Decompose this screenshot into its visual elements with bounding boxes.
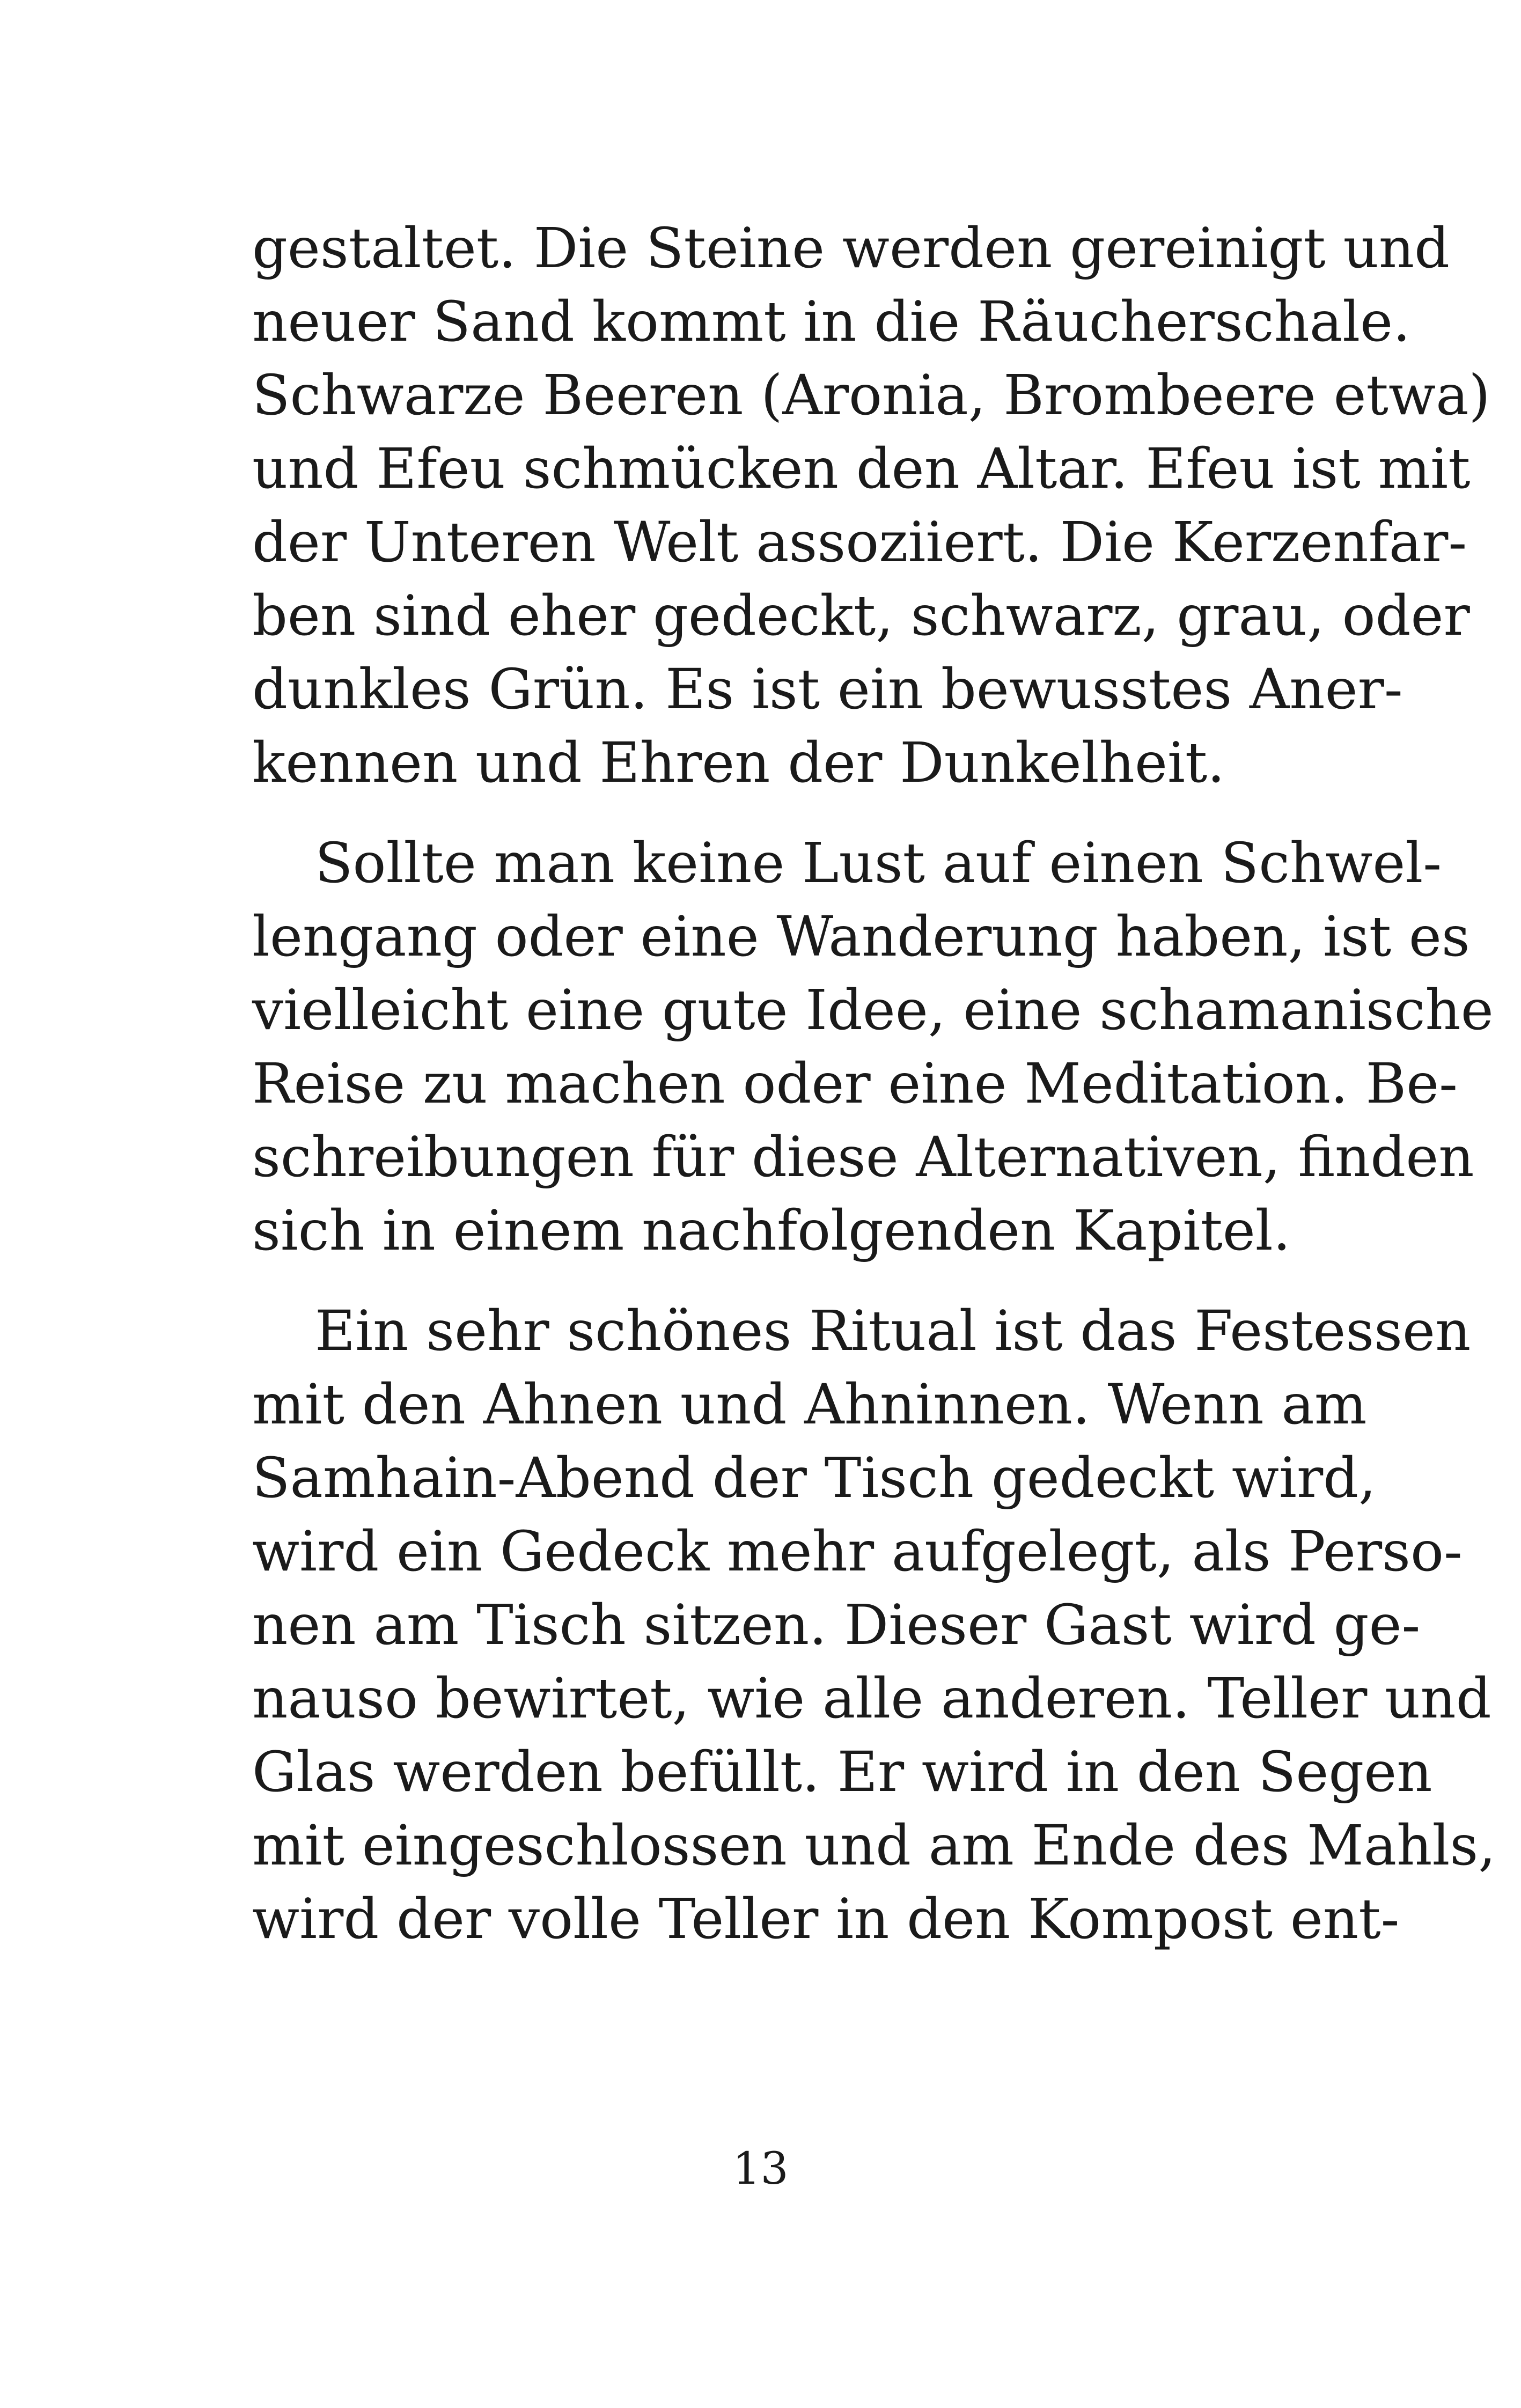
text-line: Ein sehr schönes Ritual ist das Festessen [315,1299,1471,1363]
paragraph-1 [252,212,1490,800]
text-line: nauso bewirtet, wie alle anderen. Teller und [252,1666,1491,1731]
text-line: Glas werden befüllt. Er wird in den Segen [252,1740,1432,1804]
body-text [252,212,1496,1983]
text-line: mit den Ahnen und Ahninnen. Wenn am [252,1372,1367,1437]
text-line: Schwarze Beeren (Aronia, Brombeere etwa) [252,363,1490,428]
text-line: wird ein Gedeck mehr aufgelegt, als Perso- [252,1519,1463,1584]
text-line: gestaltet. Die Steine werden gereinigt und [252,216,1450,281]
text-line: kennen und Ehren der Dunkelheit. [252,731,1225,795]
text-line: lengang oder eine Wanderung haben, ist es [252,905,1470,969]
text-line: Samhain-Abend der Tisch gedeckt wird, [252,1446,1376,1510]
text-line: Sollte man keine Lust auf einen Schwel- [315,831,1442,895]
text-line: sich in einem nachfolgenden Kapitel. [252,1199,1291,1263]
text-line: mit eingeschlossen und am Ende des Mahls, [252,1814,1496,1878]
page-number: 13 [732,2143,789,2194]
paragraph-3 [252,1295,1496,1956]
paragraph-2 [252,827,1494,1268]
text-line: und Efeu schmücken den Altar. Efeu ist mit [252,437,1471,501]
text-line: ben sind eher gedeckt, schwarz, grau, oder [252,584,1470,648]
text-line: nen am Tisch sitzen. Dieser Gast wird ge- [252,1593,1421,1657]
text-line: neuer Sand kommt in die Räucherschale. [252,290,1410,354]
text-line: Reise zu machen oder eine Meditation. Be- [252,1052,1458,1116]
text-line: vielleicht eine gute Idee, eine schamanische [252,978,1494,1043]
text-line: dunkles Grün. Es ist ein bewusstes Aner- [252,657,1403,722]
text-line: der Unteren Welt assoziiert. Die Kerzenfar- [252,510,1467,575]
text-line: wird der volle Teller in den Kompost ent- [252,1887,1400,1951]
text-line: schreibungen für diese Alternativen, finden [252,1125,1474,1190]
